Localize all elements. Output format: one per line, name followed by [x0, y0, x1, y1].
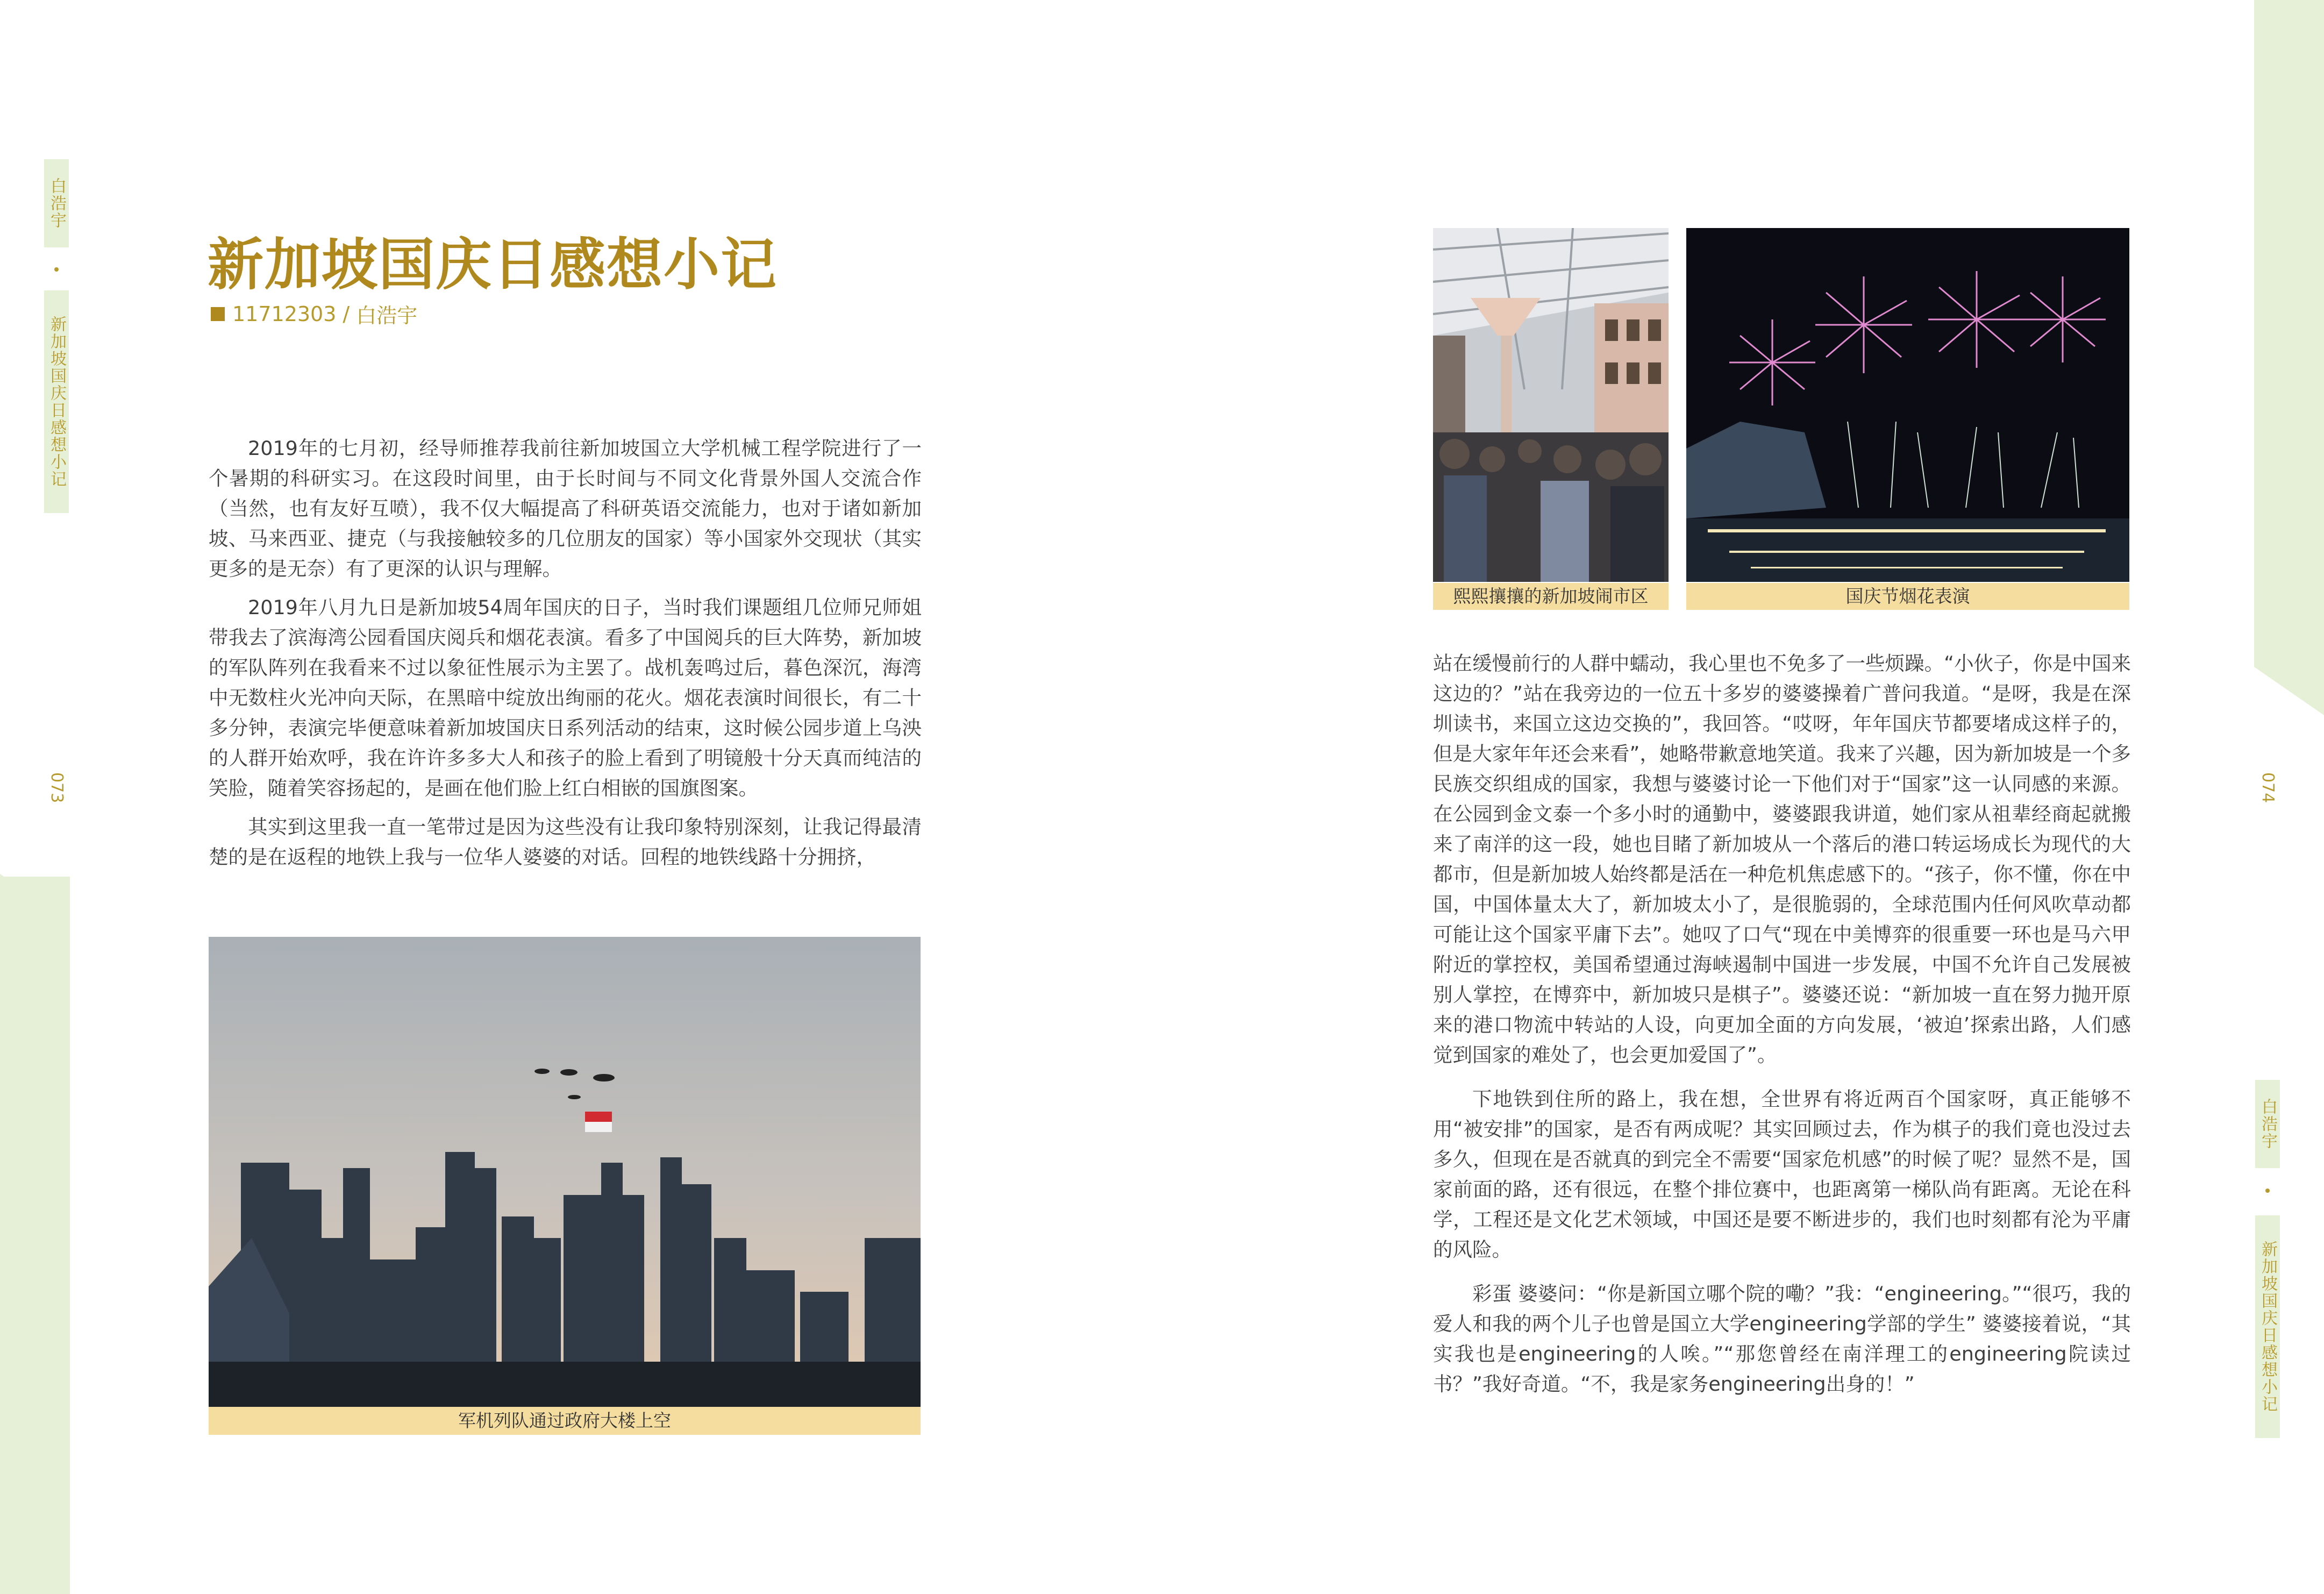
right-green-band-corner — [2254, 667, 2324, 715]
right-title-tab — [2255, 1215, 2280, 1438]
right-title-label: 新加坡国庆日感想小记 — [2258, 1241, 2277, 1413]
author-name: 白浩宇 — [356, 304, 418, 328]
fireworks-photo — [1686, 228, 2129, 582]
left-author-tab — [44, 159, 69, 247]
byline-separator: / — [343, 302, 350, 326]
street-photo — [1433, 228, 1669, 582]
article-byline — [211, 299, 417, 329]
skyline-photo — [209, 937, 921, 1407]
paragraph: 2019年八月九日是新加坡54周年国庆的日子，当时我们课题组几位师兄师姐带我去了滨海湾公园看国庆阅兵和烟花表演。看多了中国阅兵的巨大阵势，新加坡的军队阵列在我看来不过以象征性展示为主罢了。战机轰鸣过后，暮色深沉，海湾中无数柱火光冲向天际，在黑暗中绽放出绚丽的花火。烟花表演时间很长，有二十多分钟，表演完毕便意味着新加坡国庆日系列活动的结束，这时候公园步道上乌泱的人群开始欢呼，我在许许多多大人和孩子的脸上看到了明镜般十分天真而纯洁的笑脸，随着笑容扬起的，是画在他们脸上红白相嵌的国旗图案。 — [209, 596, 922, 800]
paragraph: 其实到这里我一直一笔带过是因为这些没有让我印象特别深刻，让我记得最清楚的是在返程的地铁上我与一位华人婆婆的对话。回程的地铁线路十分拥挤， — [209, 815, 922, 869]
article-title: 新加坡国庆日感想小记 — [208, 232, 778, 297]
paragraph: 彩蛋 婆婆问：“你是新国立哪个院的嘞？”我：“engineering。”“很巧，我的爱人和我的两个儿子也曾是国立大学engineering学部的学生” 婆婆接着说，“其实我也是engineering的人唉。”“那您曾经在南洋理工的engineering院读过书？”我好奇道。“不，我是家务engineering出身的！” — [1433, 1282, 2131, 1396]
right-page-number: 074 — [2258, 772, 2277, 803]
student-id: 11712303 — [232, 302, 337, 326]
right-author-label: 白浩宇 — [2258, 1098, 2277, 1150]
right-author-tab — [2255, 1080, 2280, 1168]
left-column — [209, 433, 922, 881]
left-tab-dot — [54, 267, 59, 272]
paragraph: 2019年的七月初，经导师推荐我前往新加坡国立大学机械工程学院进行了一个暑期的科研实习。在这段时间里，由于长时间与不同文化背景外国人交流合作（当然，也有友好互喷），我不仅大幅提高了科研英语交流能力，也对于诸如新加坡、马来西亚、捷克（与我接触较多的几位朋友的国家）等小国家外交现状（其实更多的是无奈）有了更深的认识与理解。 — [209, 437, 922, 580]
left-page-number: 073 — [47, 772, 66, 803]
paragraph: 站在缓慢前行的人群中蠕动，我心里也不免多了一些烦躁。“小伙子，你是中国来这边的？”站在我旁边的一位五十多岁的婆婆操着广普问我道。“是呀，我是在深圳读书，来国立这边交换的”，我回答。“哎呀，年年国庆节都要堵成这样子的，但是大家年年还会来看”，她略带歉意地笑道。我来了兴趣，因为新加坡是一个多民族交织组成的国家，我想与婆婆讨论一下他们对于“国家”这一认同感的来源。在公园到金文泰一个多小时的通勤中，婆婆跟我讲道，她们家从祖辈经商起就搬来了南洋的这一段，她也目睹了新加坡从一个落后的港口转运场成长为现代的大都市，但是新加坡人始终都是活在一种危机焦虑感下的。“孩子，你不懂，你在中国，中国体量太大了，新加坡太小了，是很脆弱的，全球范围内任何风吹草动都可能让这个国家平庸下去”。她叹了口气“现在中美博弈的很重要一环也是马六甲附近的掌控权，美国希望通过海峡遏制中国进一步发展，中国不允许自己发展被别人掌控，在博弈中，新加坡只是棋子”。婆婆还说：“新加坡一直在努力抛开原来的港口物流中转站的人设，向更加全面的方向发展，‘被迫’探索出路，人们感觉到国家的难处了，也会更加爱国了”。 — [1433, 652, 2131, 1066]
right-tab-dot — [2265, 1189, 2270, 1193]
fireworks-caption: 国庆节烟花表演 — [1686, 583, 2129, 610]
left-green-band — [0, 877, 70, 1594]
left-title-label: 新加坡国庆日感想小记 — [47, 316, 66, 488]
left-title-tab — [44, 290, 69, 513]
left-author-label: 白浩宇 — [47, 177, 66, 229]
paragraph: 下地铁到住所的路上，我在想，全世界有将近两百个国家呀，真正能够不用“被安排”的国家，是否有两成呢？其实回顾过去，作为棋子的我们竟也没过去多久，但现在是否就真的到完全不需要“国家危机感”的时候了呢？显然不是，国家前面的路，还有很远，在整个排位赛中，也距离第一梯队尚有距离。无论在科学，工程还是文化艺术领域，中国还是要不断进步的，我们也时刻都有沦为平庸的风险。 — [1433, 1087, 2131, 1261]
right-column — [1433, 649, 2131, 1413]
right-green-band — [2254, 0, 2324, 667]
street-caption: 熙熙攘攘的新加坡闹市区 — [1433, 583, 1669, 610]
skyline-caption: 军机列队通过政府大楼上空 — [209, 1407, 921, 1435]
byline-square-icon — [211, 307, 225, 321]
left-green-band-corner — [0, 874, 70, 922]
